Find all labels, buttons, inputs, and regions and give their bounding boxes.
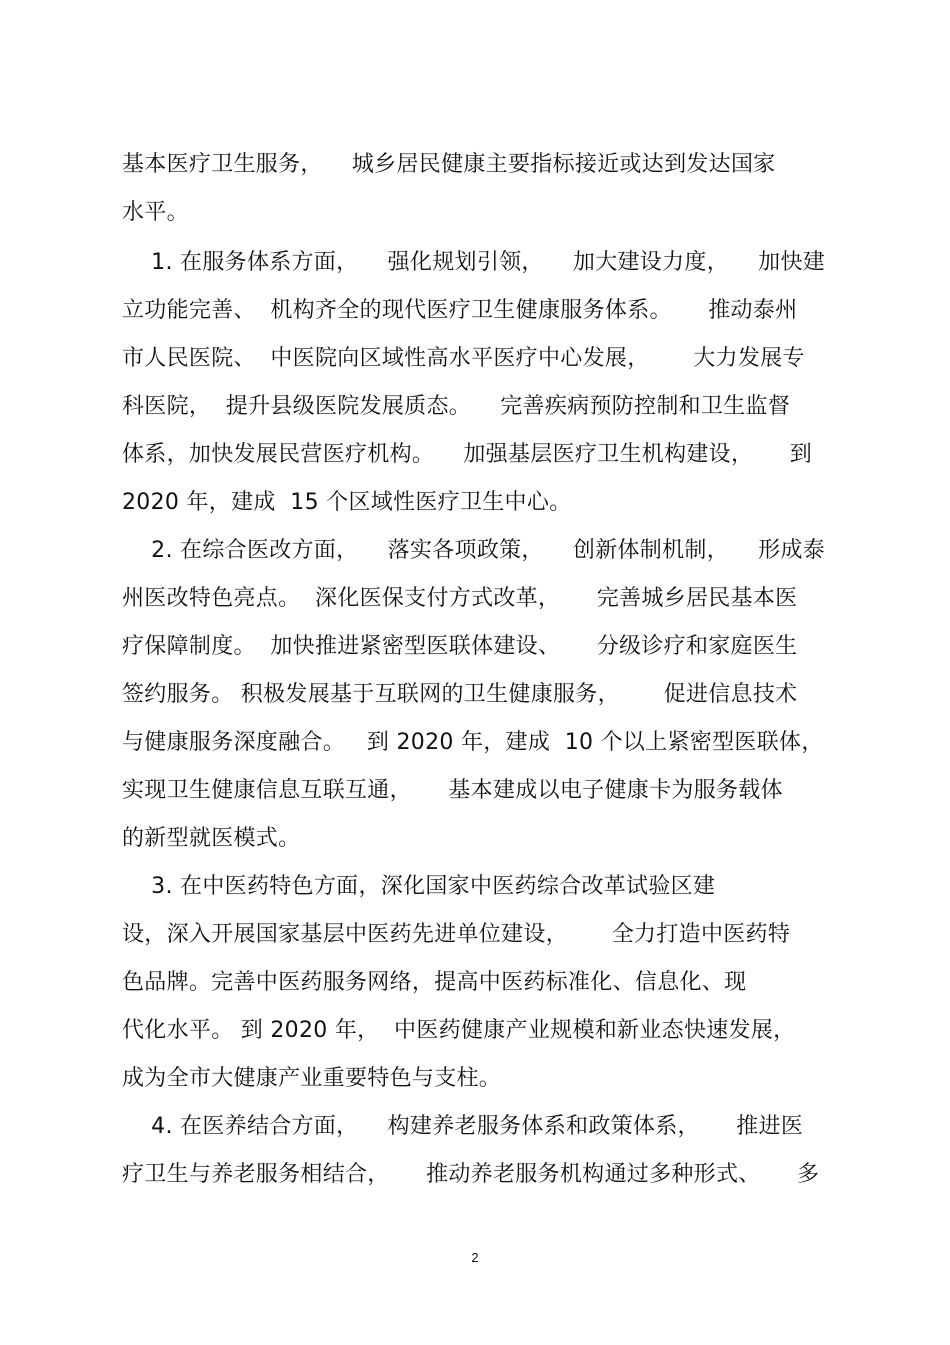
text-line: 签约服务。 积极发展基于互联网的卫生健康服务， 促进信息技术: [122, 682, 798, 707]
text-line: 基本医疗卫生服务， 城乡居民健康主要指标接近或达到发达国家: [122, 152, 776, 177]
text-line: 立功能完善、 机构齐全的现代医疗卫生健康服务体系。 推动泰州: [122, 298, 798, 323]
text-line: 1. 在服务体系方面， 强化规划引领， 加大建设力度， 加快建: [122, 250, 826, 275]
text-line: 体系，加快发展民营医疗机构。 加强基层医疗卫生机构建设， 到: [122, 442, 813, 467]
text-line: 与健康服务深度融合。 到 2020 年，建成 10 个以上紧密型医联体，: [122, 730, 824, 755]
page-number: 2: [471, 1250, 479, 1265]
text-line: 水平。: [122, 200, 189, 225]
text-line: 的新型就医模式。: [122, 826, 301, 851]
text-line: 4. 在医养结合方面， 构建养老服务体系和政策体系， 推进医: [122, 1114, 804, 1139]
text-line: 2020 年，建成 15 个区域性医疗卫生中心。: [122, 490, 572, 515]
text-line: 3. 在中医药特色方面，深化国家中医药综合改革试验区建: [122, 874, 716, 899]
text-line: 色品牌。完善中医药服务网络，提高中医药标准化、信息化、现: [122, 970, 747, 995]
text-line: 疗保障制度。 加快推进紧密型医联体建设、 分级诊疗和家庭医生: [122, 634, 798, 659]
text-line: 实现卫生健康信息互联互通， 基本建成以电子健康卡为服务载体: [122, 778, 783, 803]
text-line: 市人民医院、 中医院向区域性高水平医疗中心发展， 大力发展专: [122, 346, 805, 371]
text-line: 科医院， 提升县级医院发展质态。 完善疾病预防控制和卫生监督: [122, 394, 791, 419]
text-line: 设，深入开展国家基层中医药先进单位建设， 全力打造中医药特: [122, 922, 791, 947]
text-line: 疗卫生与养老服务相结合， 推动养老服务机构通过多种形式、 多: [122, 1162, 820, 1187]
text-line: 成为全市大健康产业重要特色与支柱。: [122, 1066, 502, 1091]
text-line: 代化水平。 到 2020 年， 中医药健康产业规模和新业态快速发展，: [122, 1018, 796, 1043]
text-line: 州医改特色亮点。 深化医保支付方式改革， 完善城乡居民基本医: [122, 586, 798, 611]
text-line: 2. 在综合医改方面， 落实各项政策， 创新体制机制， 形成泰: [122, 538, 826, 563]
